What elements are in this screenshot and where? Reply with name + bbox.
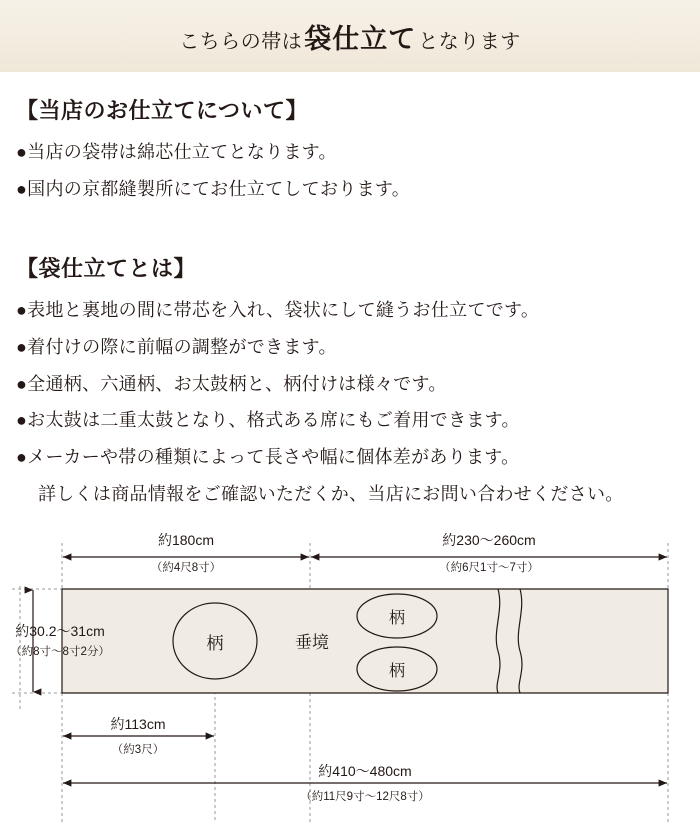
dimension-bottom-full-sub: （約11尺9寸〜12尺8寸） [300, 791, 430, 804]
dimension-top-right-sub: （約6尺1寸〜7寸） [439, 562, 539, 575]
bullet-item: ●全通柄、六通柄、お太鼓柄と、柄付けは様々です。 [16, 373, 447, 394]
bullet-item: ●国内の京都縫製所にてお仕立てしております。 [16, 178, 411, 199]
header-lead-text: こちらの帯は [179, 30, 303, 53]
dimension-top-left-main: 約180cm [157, 532, 215, 549]
header-banner [0, 0, 700, 72]
dimension-bottom-full [63, 763, 667, 803]
bullet-item: ●表地と裏地の間に帯芯を入れ、袋状にして縫うお仕立てです。 [16, 299, 540, 320]
bullet-item: ●着付けの際に前幅の調整ができます。 [16, 336, 337, 357]
bullet-subnote: 詳しくは商品情報をご確認いただくか、当店にお問い合わせください。 [38, 484, 624, 505]
section-title-fukurojitate: 【袋仕立てとは】 [16, 255, 197, 281]
pattern-ellipse-top-label: 柄 [388, 610, 406, 628]
dimension-top-left-sub: （約4尺8寸） [150, 562, 222, 575]
dimension-top-right-main: 約230〜260cm [442, 532, 536, 549]
bullet-item: ●当店の袋帯は綿芯仕立てとなります。 [16, 142, 337, 162]
dimension-top-left [63, 532, 309, 574]
header-tail-text: となります [418, 30, 521, 53]
obi-body [62, 589, 668, 693]
dimension-top-right [311, 532, 667, 574]
dimension-left-height-sub: （約8寸〜8寸2分） [10, 646, 110, 659]
boundary-label: 垂境 [295, 633, 329, 653]
dimension-bottom-left-main: 約113cm [110, 716, 166, 733]
bullet-item: ●メーカーや帯の種類によって長さや幅に個体差があります。 [16, 447, 520, 468]
dimension-bottom-left-sub: （約3尺） [111, 744, 165, 757]
obi-dimension-diagram [0, 531, 700, 831]
pattern-circle-label: 柄 [206, 634, 224, 654]
dimension-bottom-left [63, 716, 214, 756]
main-content [0, 72, 700, 509]
header-emphasis-text: 袋仕立て [304, 23, 417, 54]
pattern-ellipse-bottom-label: 柄 [388, 663, 406, 681]
bullet-item: ●お太鼓は二重太鼓となり、格式ある席にもご着用できます。 [16, 410, 520, 431]
boundary-label-group [295, 633, 329, 652]
dimension-bottom-full-main: 約410〜480cm [318, 763, 412, 780]
section-title-tailoring: 【当店のお仕立てについて】 [16, 98, 309, 123]
header-title [179, 17, 521, 56]
dimension-left-height-main: 約30.2〜31cm [15, 623, 105, 640]
